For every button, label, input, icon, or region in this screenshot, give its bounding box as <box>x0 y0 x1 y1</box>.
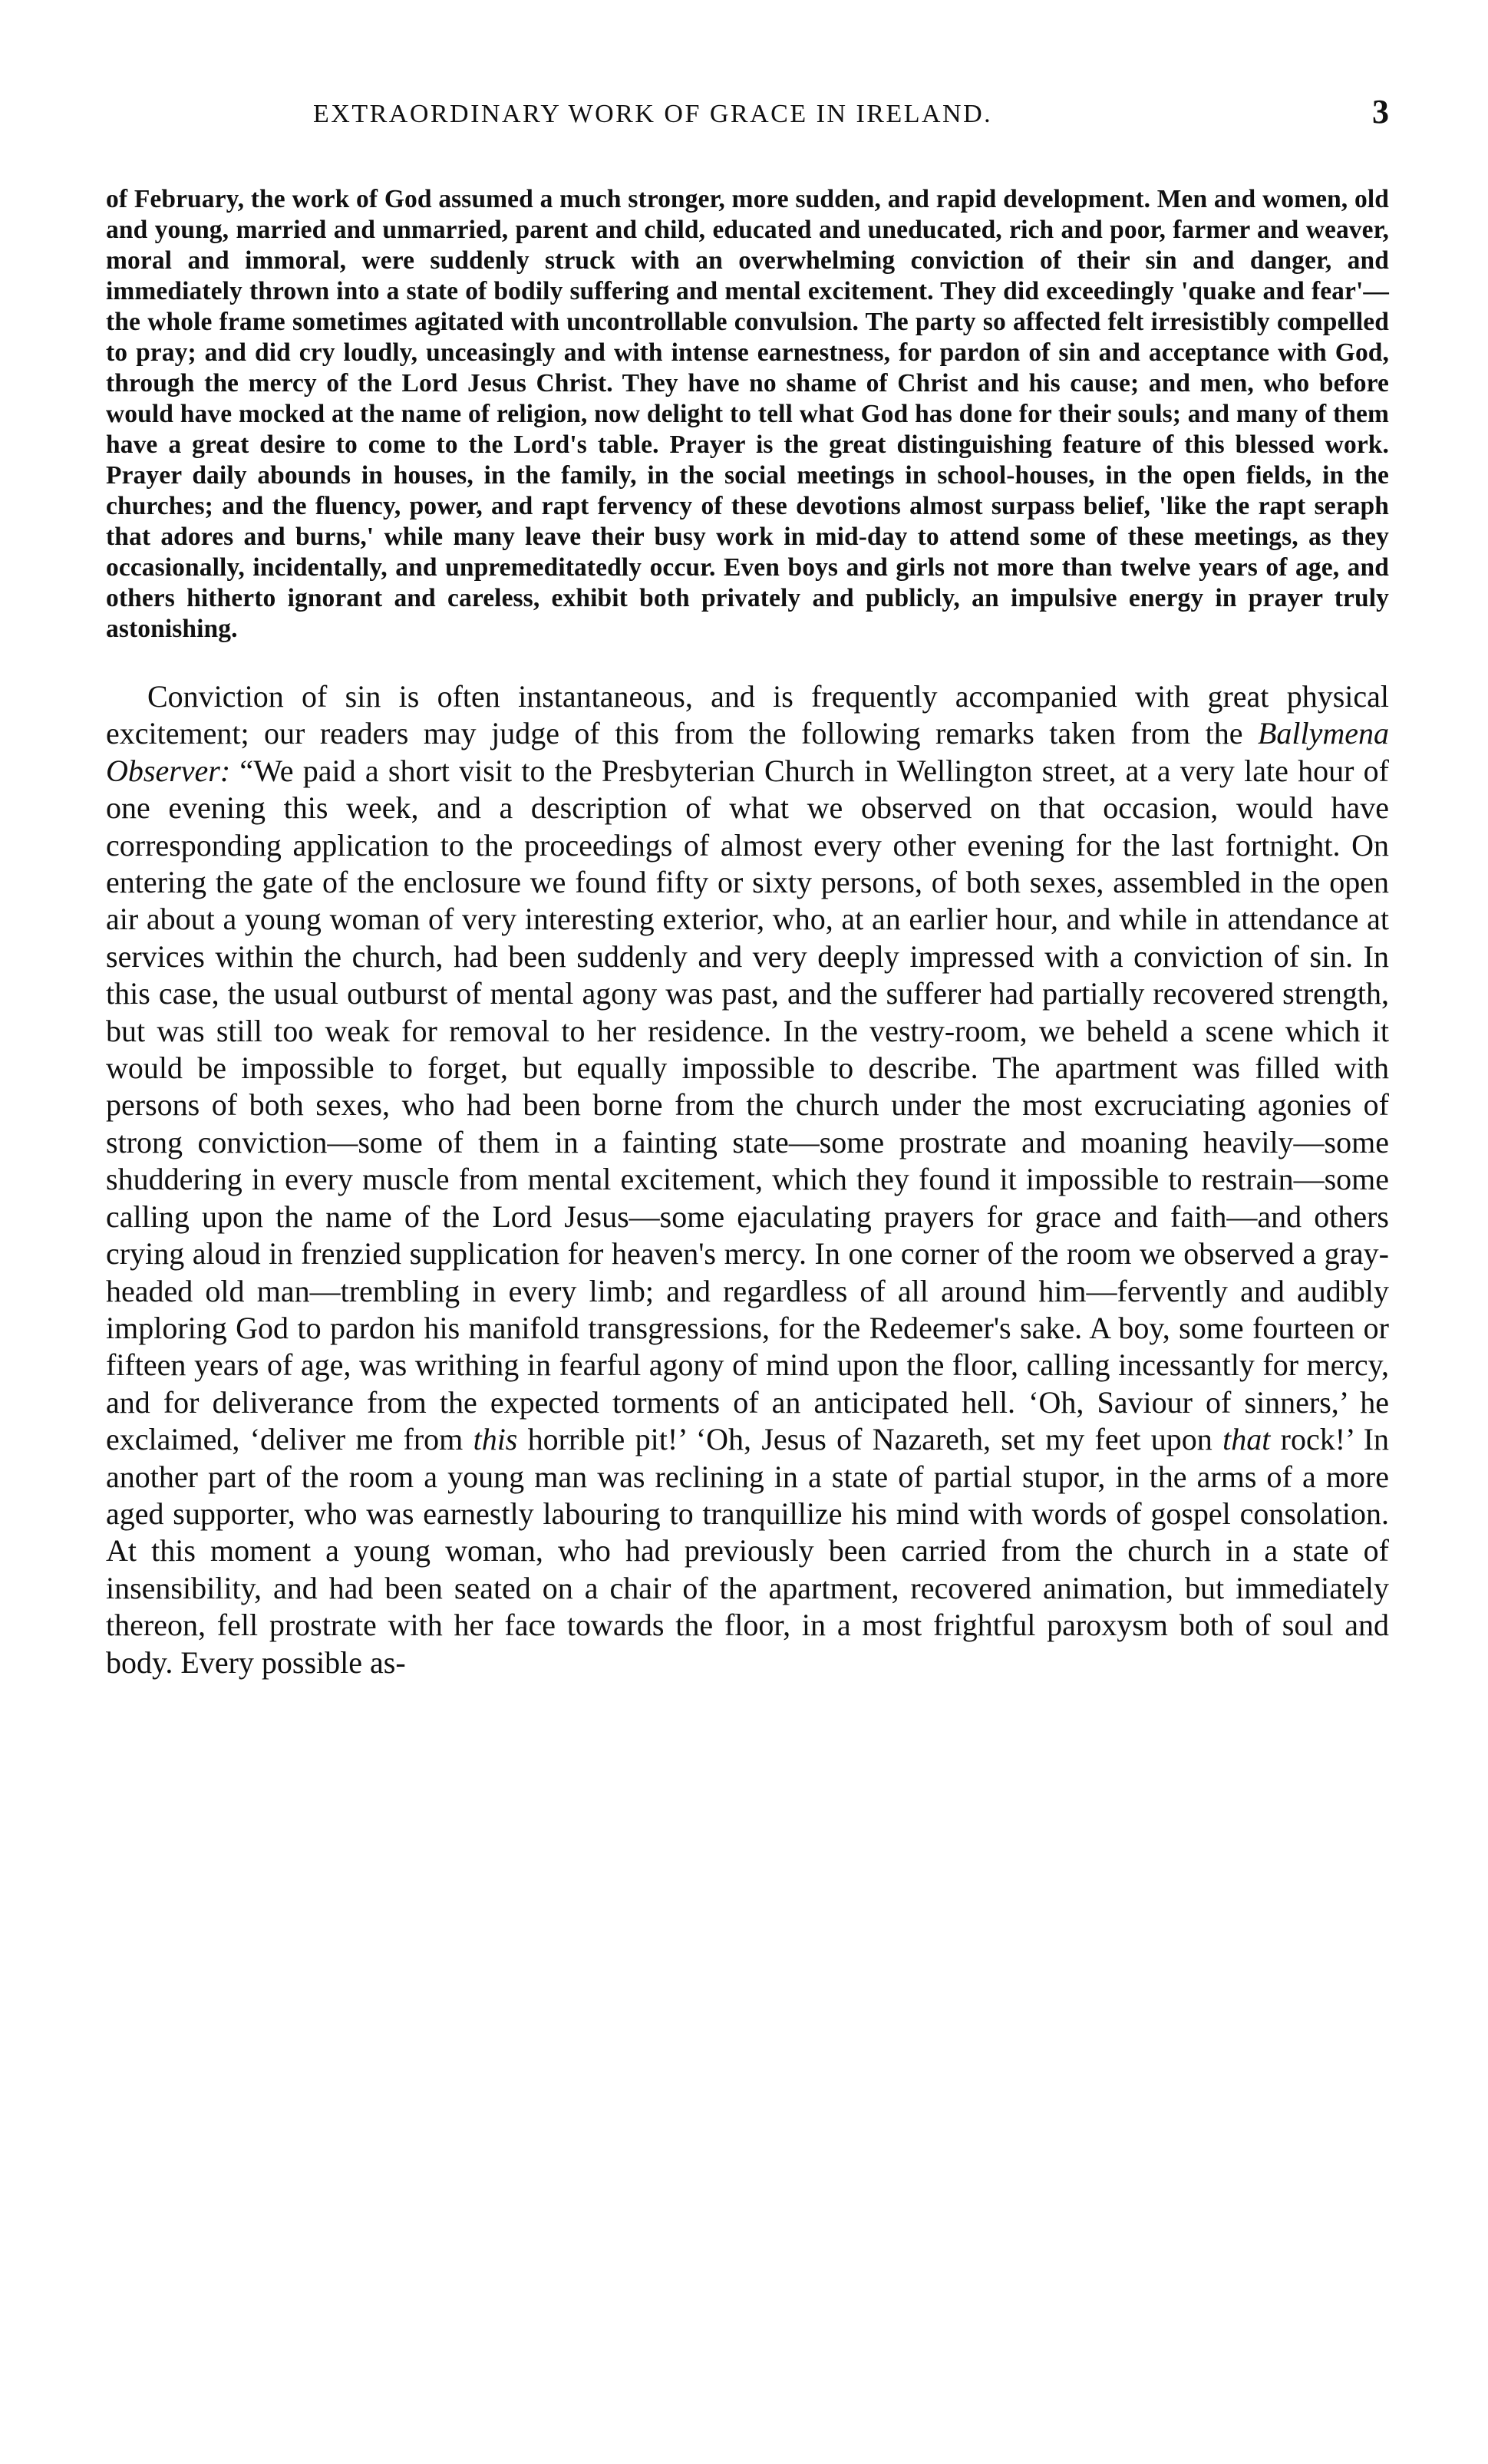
page-number: 3 <box>1372 93 1389 130</box>
quote-text-part-2: horrible pit!’ ‘Oh, Jesus of Nazareth, set my feet upon <box>517 1422 1223 1457</box>
extract-block <box>106 184 1389 645</box>
running-title: EXTRAORDINARY WORK OF GRACE IN IRELAND. <box>313 100 993 128</box>
extract-paragraph: of February, the work of God assumed a much stronger, more sudden, and rapid development. Men and women, old and young, married and unmarried, parent and child, educated and uneducated, rich and poor, farmer and weaver, moral and immoral, were suddenly struck with an overwhelming conviction of their sin and danger, and immediately thrown into a state of bodily suffering and mental excitement. They did exceedingly 'quake and fear'—the whole frame sometimes agitated with uncontrollable convulsion. The party so affected felt irresistibly compelled to pray; and did cry loudly, unceasingly and with intense earnestness, for pardon of sin and acceptance with God, through the mercy of the Lord Jesus Christ. They have no shame of Christ and his cause; and men, who before would have mocked at the name of religion, now delight to tell what God has done for their souls; and many of them have a great desire to come to the Lord's table. Prayer is the great distinguishing feature of this blessed work. Prayer daily abounds in houses, in the family, in the social meetings in school-houses, in the open fields, in the churches; and the fluency, power, and rapt fervency of these devotions almost surpass belief, 'like the rapt seraph that adores and burns,' while many leave their busy work in mid-day to attend some of these meetings, as they occasionally, incidentally, and unpremeditatedly occur. Even boys and girls not more than twelve years of age, and others hitherto ignorant and careless, exhibit both privately and publicly, an impulsive energy in prayer truly astonishing. <box>106 185 1389 643</box>
quote-text-part-3: rock!’ In another part of the room a young man was reclining in a state of partial stupor, in the arms of a more aged supporter, who was earnestly labouring to tranquillize his mind with words of gospel consolation. At this moment a young woman, who had previously been carried from the church in a state of insensibility, and had been seated on a chair of the apartment, recovered animation, but immediately thereon, fell prostrate with her face towards the floor, in a most frightful paroxysm both of soul and body. Every possible as- <box>106 1422 1389 1680</box>
emphasis-that: that <box>1222 1422 1271 1457</box>
body-lead-text: Conviction of sin is often instantaneous, and is frequently accompanied with great physical excitement; our readers may judge of this from the following remarks taken from the <box>106 679 1389 751</box>
emphasis-this: this <box>473 1422 518 1457</box>
body-text <box>106 678 1389 1681</box>
document-page <box>106 91 1389 1681</box>
quote-text-part-1: “We paid a short visit to the Presbyterian Church in Wellington street, at a very late hour of one evening this week, and a description of what we observed on that occasion, would have corresponding application to the proceedings of almost every other evening for the last fortnight. On entering the gate of the enclosure we found fifty or sixty persons, of both sexes, assembled in the open air about a young woman of very interesting exterior, who, at an earlier hour, and while in attendance at services within the church, had been suddenly and very deeply impressed with a conviction of sin. In this case, the usual outburst of mental agony was past, and the sufferer had partially recovered strength, but was still too weak for removal to her residence. In the vestry-room, we beheld a scene which it would be impossible to forget, but equally impossible to describe. The apartment was filled with persons of both sexes, who had been borne from the church under the most excruciating agonies of strong conviction—some of them in a fainting state—some prostrate and moaning heavily—some shuddering in every muscle from mental excitement, which they found it impossible to restrain—some calling upon the name of the Lord Jesus—some ejaculating prayers for grace and faith—and others crying aloud in frenzied supplication for heaven's mercy. In one corner of the room we observed a gray-headed old man—trembling in every limb; and regardless of all around him—fervently and audibly imploring God to pardon his manifold transgressions, for the Redeemer's sake. A boy, some fourteen or fifteen years of age, was writhing in fearful agony of mind upon the floor, calling incessantly for mercy, and for deliverance from the expected torments of an anticipated hell. ‘Oh, Saviour of sinners,’ he exclaimed, ‘deliver me from <box>106 753 1389 1457</box>
running-head <box>106 91 1389 144</box>
newspaper-title: Ballymena Observer: <box>106 716 1389 788</box>
body-paragraph <box>106 678 1389 1681</box>
